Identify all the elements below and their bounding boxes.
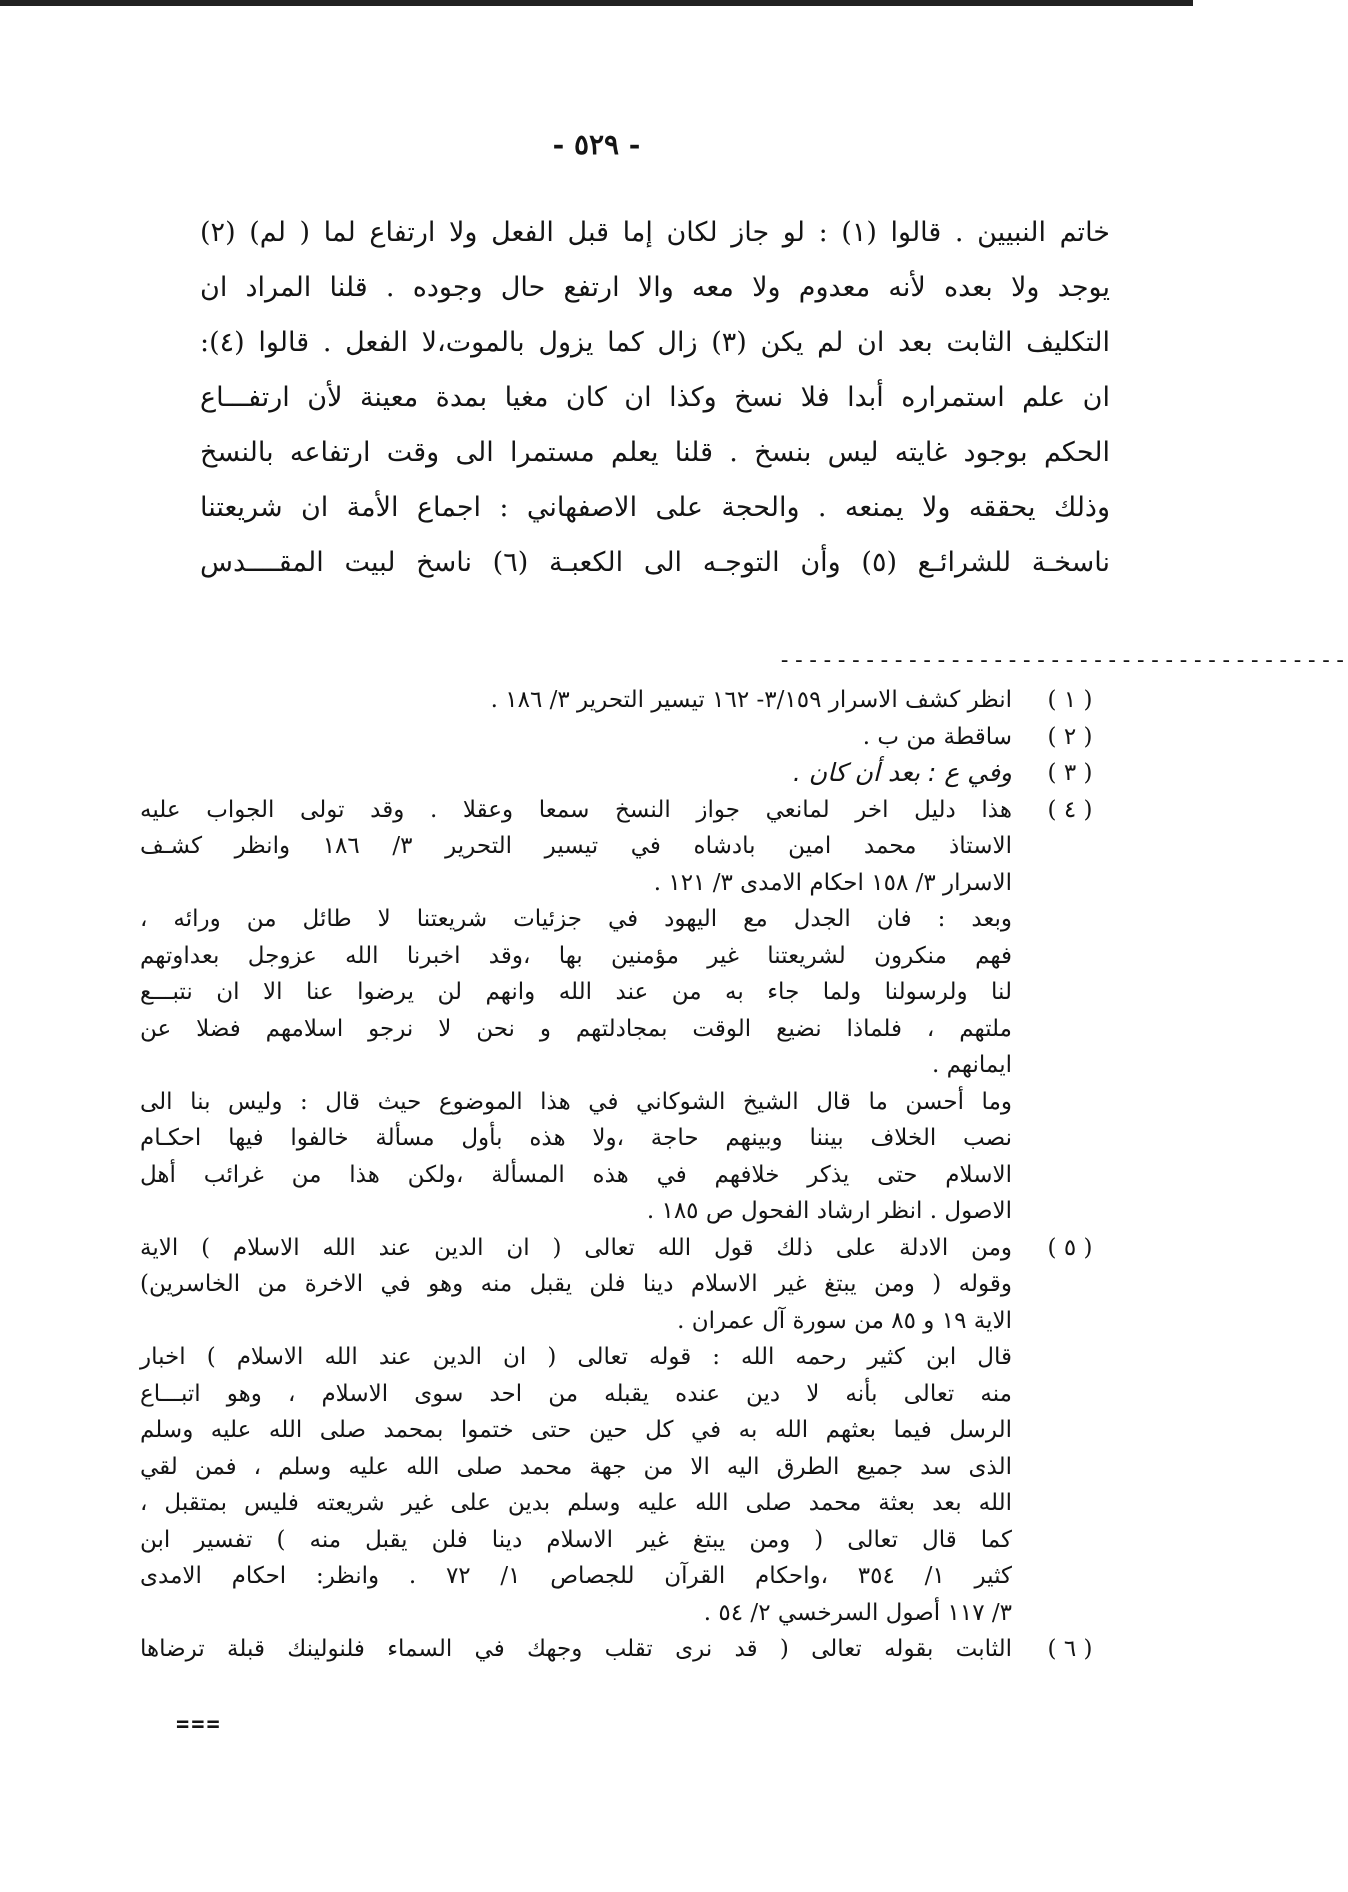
footnote-line: وقوله ( ومن يبتغ غير الاسلام دينا فلن يقبل منه وهو في الاخرة من الخاسرين): [140, 1271, 1012, 1297]
footnote-5: [140, 1230, 1100, 1632]
footnote-line: لنا ولرسولنا ولما جاء به من عند الله وانهم لن يرضوا عنا الا ان نتبـــع: [140, 979, 1012, 1005]
main-text-line: وذلك يحققه ولا يمنعه . والحجة على الاصفهاني : اجماع الأمة ان شريعتنا: [200, 492, 1110, 523]
footnote-2: [140, 719, 1100, 756]
footnote-4: [140, 792, 1100, 1230]
footnote-line: انظر كشف الاسرار ٣/١٥٩- ١٦٢ تيسير التحرير ٣/ ١٨٦ .: [490, 687, 1012, 713]
footnote-line: الثابت بقوله تعالى ( قد نرى تقلب وجهك في السماء فلنولينك قبلة ترضاها: [140, 1636, 1012, 1662]
footnote-number: ( ٢ ): [1047, 723, 1093, 750]
footnote-line: الاسرار ٣/ ١٥٨ احكام الامدى ٣/ ١٢١ .: [653, 869, 1012, 896]
end-mark: ===: [176, 1712, 222, 1737]
main-text-line: يوجد ولا بعده لأنه معدوم ولا معه والا ارتفع حال وجوده . قلنا المراد ان: [200, 272, 1110, 303]
footnote-line: فهم منكرون لشريعتنا غير مؤمنين بها ،وقد اخبرنا الله عزوجل بعداوتهم: [140, 942, 1012, 969]
footnote-line: وبعد : فان الجدل مع اليهود في جزئيات شريعتنا لا طائل من ورائه ،: [140, 906, 1012, 932]
footnote-line: وما أحسن ما قال الشيخ الشوكاني في هذا الموضوع حيث قال : وليس بنا الى: [140, 1088, 1012, 1115]
footnote-3: [140, 755, 1100, 792]
footnote-line: ٣/ ١١٧ أصول السرخسي ٢/ ٥٤ .: [703, 1599, 1012, 1626]
handwritten-note: وفي ع : بعد أن كان .: [792, 758, 1012, 787]
footnote-line: ساقطة من ب .: [862, 723, 1012, 750]
main-text-line: الحكم بوجود غايته ليس بنسخ . قلنا يعلم مستمرا الى وقت ارتفاعه بالنسخ: [200, 437, 1110, 468]
main-text-line: خاتم النبيين . قالوا (١) : لو جاز لكان إما قبل الفعل ولا ارتفاع لما ( لم) (٢): [200, 217, 1110, 248]
footnote-line: ايمانهم .: [931, 1052, 1012, 1078]
footnote-line: الاسلام حتى يذكر خلافهم في هذه المسألة ،ولكن هذا من غرائب أهل: [140, 1161, 1012, 1188]
footnote-line: الرسل فيما بعثهم الله به في كل حين حتى ختموا بمحمد صلى الله عليه وسلم: [140, 1417, 1012, 1443]
footnote-line: الذى سد جميع الطرق اليه الا من جهة محمد صلى الله عليه وسلم ، فمن لقي: [140, 1453, 1012, 1480]
footnote-line: الاية ١٩ و ٨٥ من سورة آل عمران .: [677, 1307, 1012, 1334]
footnote-line: ملتهم ، فلماذا نضيع الوقت بمجادلتهم و نحن لا نرجو اسلامهم فضلا عن: [140, 1015, 1012, 1042]
footnote-number: ( ٤ ): [1047, 796, 1093, 823]
footnote-line: قال ابن كثير رحمه الله : قوله تعالى ( ان الدين عند الله الاسلام ) اخبار: [140, 1344, 1012, 1370]
footnote-line: منه تعالى بأنه لا دين عنده يقبله من احد سوى الاسلام ، وهو اتبـــاع: [140, 1380, 1012, 1407]
main-text: [200, 205, 1110, 590]
footnote-1: [140, 682, 1100, 719]
footnote-line: نصب الخلاف بيننا وبينهم حاجة ،ولا هذه بأول مسألة خالفوا فيها احكـام: [140, 1125, 1012, 1151]
top-border: [0, 0, 1193, 6]
footnote-line: هذا دليل اخر لمانعي جواز النسخ سمعا وعقلا . وقد تولى الجواب عليه: [140, 796, 1012, 823]
main-text-line: ناسخـة للشرائـع (٥) وأن التوجـه الى الكعبـة (٦) ناسخ لبيت المقــــدس: [200, 547, 1110, 578]
footnote-number: ( ١ ): [1047, 687, 1093, 713]
footnote-6: [140, 1631, 1100, 1668]
footnote-line: الاصول . انظر ارشاد الفحول ص ١٨٥ .: [646, 1198, 1012, 1224]
footnote-line: الله بعد بعثة محمد صلى الله عليه وسلم بدين على غير شريعته فليس بمتقبل ،: [140, 1490, 1012, 1516]
main-text-line: ان علم استمراره أبدا فلا نسخ وكذا ان كان مغيا بمدة معينة لأن ارتفـــاع: [200, 382, 1110, 413]
footnote-number: ( ٦ ): [1047, 1636, 1093, 1662]
footnote-line: كثير ١/ ٣٥٤ ،واحكام القرآن للجصاص ١/ ٧٢ . وانظر: احكام الامدى: [140, 1563, 1012, 1589]
footnote-separator: ----------------------------------------: [778, 648, 1348, 673]
footnote-number: ( ٥ ): [1047, 1234, 1093, 1261]
footnote-line: الاستاذ محمد امين بادشاه في تيسير التحرير ٣/ ١٨٦ وانظر كشـف: [140, 833, 1012, 859]
page-number: - ٥٢٩ -: [552, 128, 641, 161]
main-text-line: التكليف الثابت بعد ان لم يكن (٣) زال كما يزول بالموت،لا الفعل . قالوا (٤):: [200, 327, 1110, 358]
footnote-number: ( ٣ ): [1047, 760, 1093, 786]
footnote-line: ومن الادلة على ذلك قول الله تعالى ( ان الدين عند الله الاسلام ) الاية: [140, 1234, 1012, 1261]
footnote-line: كما قال تعالى ( ومن يبتغ غير الاسلام دينا فلن يقبل منه ) تفسير ابن: [140, 1526, 1012, 1553]
footnotes: [140, 682, 1100, 1668]
